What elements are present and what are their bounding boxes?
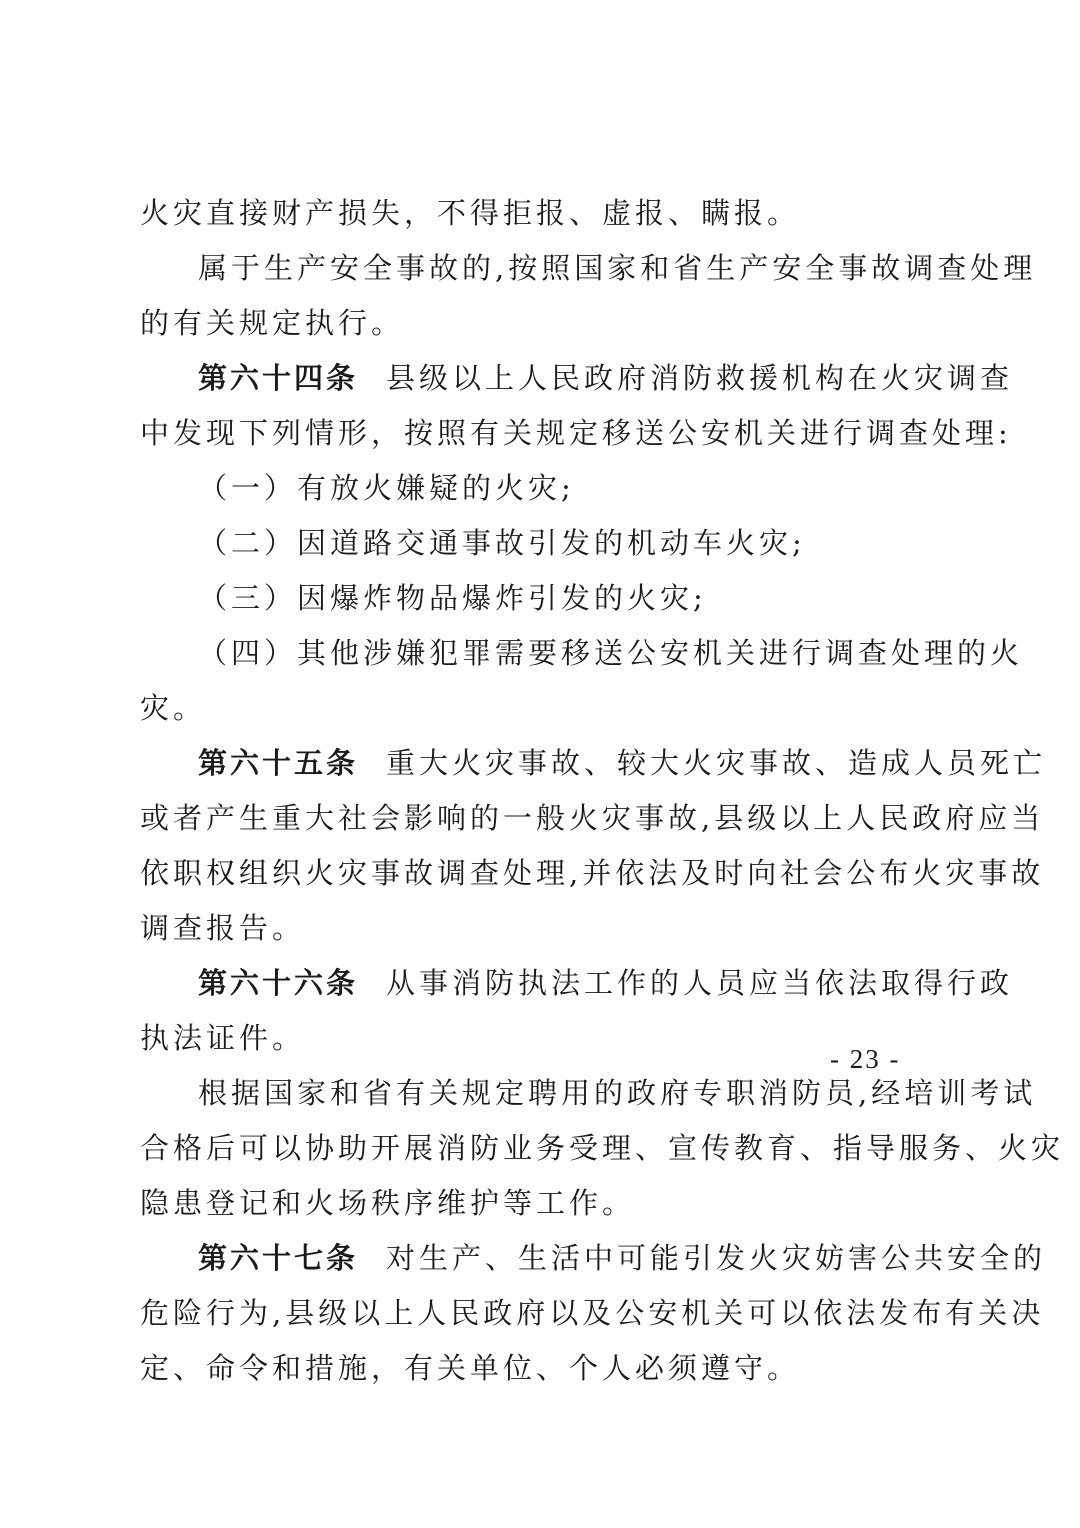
paragraph-line: 中发现下列情形，按照有关规定移送公安机关进行调查处理: — [140, 416, 1012, 450]
paragraph-line: 的有关规定执行。 — [140, 306, 405, 340]
list-item: （二）因道路交通事故引发的机动车火灾; — [198, 526, 806, 560]
article-65-line — [140, 736, 1047, 791]
article-text: 对生产、生活中可能引发火灾妨害公共安全的 — [386, 1241, 1047, 1275]
article-67-line — [140, 1231, 1047, 1286]
paragraph-line: 合格后可以协助开展消防业务受理、宣传教育、指导服务、火灾 — [140, 1131, 1065, 1165]
paragraph-line: 调查报告。 — [140, 911, 306, 945]
article-text: 从事消防执法工作的人员应当依法取得行政 — [386, 966, 1014, 1000]
article-text: 县级以上人民政府消防救援机构在火灾调查 — [386, 361, 1014, 395]
page-number: - 23 - — [830, 1044, 901, 1074]
article-64-line — [140, 351, 1014, 406]
paragraph-line: 隐患登记和火场秩序维护等工作。 — [140, 1186, 636, 1220]
paragraph-line: 火灾直接财产损失，不得拒报、虚报、瞒报。 — [140, 196, 801, 230]
article-66-line — [140, 956, 1014, 1011]
paragraph-line: 依职权组织火灾事故调查处理,并依法及时向社会公布火灾事故 — [140, 856, 1045, 890]
paragraph-line: 根据国家和省有关规定聘用的政府专职消防员,经培训考试 — [198, 1076, 1037, 1110]
paragraph-line: 属于生产安全事故的,按照国家和省生产安全事故调查处理 — [198, 251, 1037, 285]
article-heading: 第六十六条 — [198, 966, 359, 1000]
article-heading: 第六十七条 — [198, 1241, 359, 1275]
paragraph-line: 危险行为,县级以上人民政府以及公安机关可以依法发布有关决 — [140, 1296, 1045, 1330]
list-item: （一）有放火嫌疑的火灾; — [198, 471, 575, 505]
document-body — [140, 186, 1065, 1396]
paragraph-line: 定、命令和措施，有关单位、个人必须遵守。 — [140, 1351, 801, 1385]
list-item: （三）因爆炸物品爆炸引发的火灾; — [198, 581, 707, 615]
article-heading: 第六十五条 — [198, 746, 359, 780]
list-item: （四）其他涉嫌犯罪需要移送公安机关进行调查处理的火 — [198, 636, 1024, 670]
article-heading: 第六十四条 — [198, 361, 359, 395]
article-text: 重大火灾事故、较大火灾事故、造成人员死亡 — [386, 746, 1047, 780]
paragraph-line: 执法证件。 — [140, 1021, 306, 1055]
paragraph-line: 灾。 — [140, 691, 207, 725]
paragraph-line: 或者产生重大社会影响的一般火灾事故,县级以上人民政府应当 — [140, 801, 1045, 835]
